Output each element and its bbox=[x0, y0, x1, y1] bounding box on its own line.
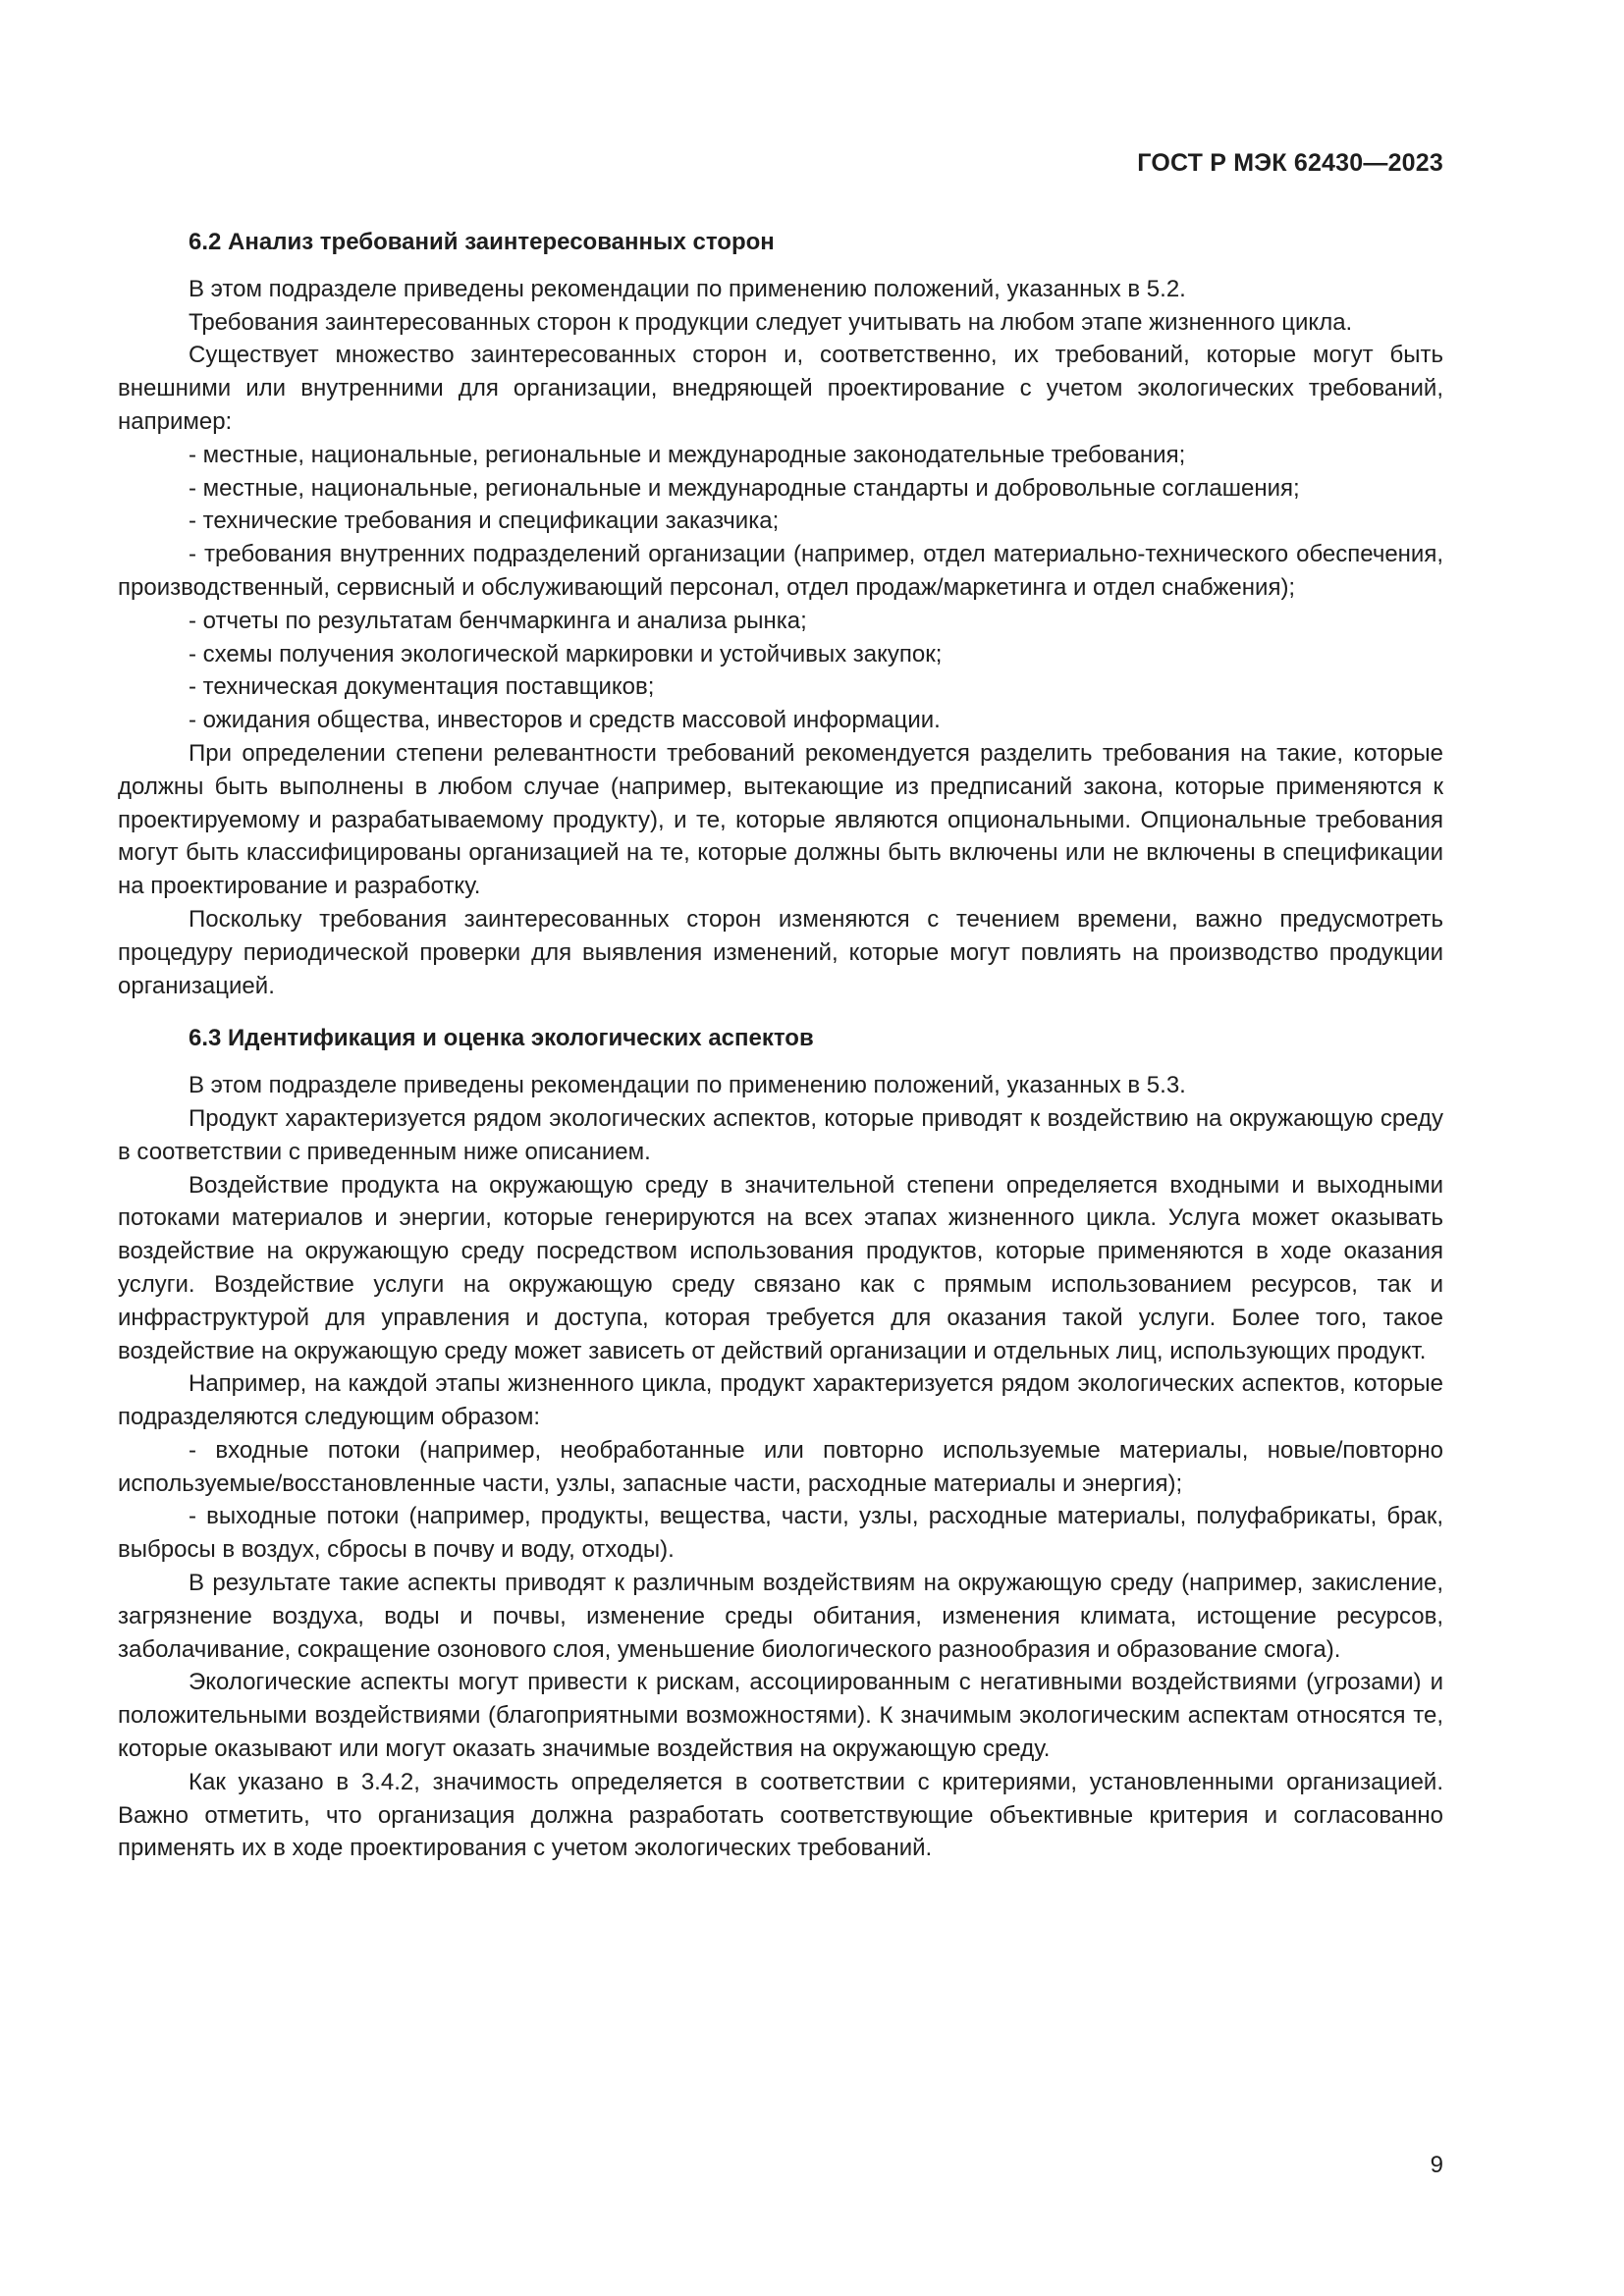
section-6-3-title: 6.3 Идентификация и оценка экологических аспектов bbox=[189, 1025, 814, 1052]
paragraph: В этом подразделе приведены рекомендации по применению положений, указанных в 5.2. bbox=[189, 275, 1186, 302]
list-item: - требования внутренних подразделений организации (например, отдел материально-технического обеспечения, производственный, сервисный и обслуживающий персонал, отдел продаж/маркетинга и отдел снабжения); bbox=[118, 541, 1443, 601]
document-code: ГОСТ Р МЭК 62430—2023 bbox=[1137, 149, 1443, 177]
list-item: - местные, национальные, региональные и международные стандарты и добровольные соглашения; bbox=[189, 474, 1300, 502]
list-item: - схемы получения экологической маркировки и устойчивых закупок; bbox=[189, 640, 943, 667]
paragraph: При определении степени релевантности требований рекомендуется разделить требования на такие, которые должны быть выполнены в любом случае (например, вытекающие из предписаний закона, которые применяются к проектируемому и разрабатываемому продукту), и те, которые являются опциональными. Опциональные требования могут быть классифицированы организацией на те, которые должны быть включены или не включены в спецификации на проектирование и разработку. bbox=[118, 739, 1443, 900]
paragraph: Поскольку требования заинтересованных сторон изменяются с течением времени, важно предусмотреть процедуру периодической проверки для выявления изменений, которые могут повлиять на производство продукции организацией. bbox=[118, 905, 1443, 999]
paragraph: Существует множество заинтересованных сторон и, соответственно, их требований, которые могут быть внешними или внутренними для организации, внедряющей проектирование с учетом экологических требований, например: bbox=[118, 342, 1443, 435]
paragraph: Воздействие продукта на окружающую среду в значительной степени определяется входными и выходными потоками материалов и энергии, которые генерируются на всех этапах жизненного цикла. Услуга может оказывать воздействие на окружающую среду посредством использования продуктов, которые применяются в ходе оказания услуги. Воздействие услуги на окружающую среду связано как с прямым использованием ресурсов, так и инфраструктурой для управления и доступа, которая требуется для оказания такой услуги. Более того, такое воздействие на окружающую среду может зависеть от действий организации и отдельных лиц, использующих продукт. bbox=[118, 1171, 1443, 1364]
paragraph: Как указано в 3.4.2, значимость определяется в соответствии с критериями, установленными организацией. Важно отметить, что организация должна разработать соответствующие объективные критерия и согласованно применять их в ходе проектирования с учетом экологических требований. bbox=[118, 1768, 1443, 1862]
list-item: - отчеты по результатам бенчмаркинга и анализа рынка; bbox=[189, 607, 807, 634]
paragraph: В этом подразделе приведены рекомендации по применению положений, указанных в 5.3. bbox=[189, 1072, 1186, 1099]
document-body bbox=[118, 226, 1443, 1865]
section-6-2-title: 6.2 Анализ требований заинтересованных сторон bbox=[189, 229, 775, 255]
paragraph: Например, на каждой этапы жизненного цикла, продукт характеризуется рядом экологических аспектов, которые подразделяются следующим образом: bbox=[118, 1370, 1443, 1431]
paragraph: Экологические аспекты могут привести к рискам, ассоциированным с негативными воздействиями (угрозами) и положительными воздействиями (благоприятными возможностями). К значимым экологическим аспектам относятся те, которые оказывают или могут оказать значимые воздействия на окружающую среду. bbox=[118, 1669, 1443, 1763]
paragraph: В результате такие аспекты приводят к различным воздействиям на окружающую среду (например, закисление, загрязнение воздуха, воды и почвы, изменение среды обитания, изменения климата, истощение ресурсов, заболачивание, сокращение озонового слоя, уменьшение биологического разнообразия и образование смога). bbox=[118, 1570, 1443, 1663]
paragraph: Продукт характеризуется рядом экологических аспектов, которые приводят к воздействию на окружающую среду в соответствии с приведенным ниже описанием. bbox=[118, 1104, 1443, 1165]
paragraph: Требования заинтересованных сторон к продукции следует учитывать на любом этапе жизненного цикла. bbox=[189, 308, 1353, 336]
list-item: - ожидания общества, инвесторов и средств массовой информации. bbox=[189, 707, 941, 734]
list-item: - технические требования и спецификации заказчика; bbox=[189, 507, 780, 535]
list-item: - техническая документация поставщиков; bbox=[189, 673, 655, 701]
page-number: 9 bbox=[1430, 2152, 1443, 2178]
list-item: - выходные потоки (например, продукты, вещества, части, узлы, расходные материалы, полуфабрикаты, брак, выбросы в воздух, сбросы в почву и воду, отходы). bbox=[118, 1503, 1443, 1564]
list-item: - входные потоки (например, необработанные или повторно используемые материалы, новые/повторно используемые/восстановленные части, узлы, запасные части, расходные материалы и энергия); bbox=[118, 1436, 1443, 1497]
list-item: - местные, национальные, региональные и международные законодательные требования; bbox=[189, 441, 1186, 468]
